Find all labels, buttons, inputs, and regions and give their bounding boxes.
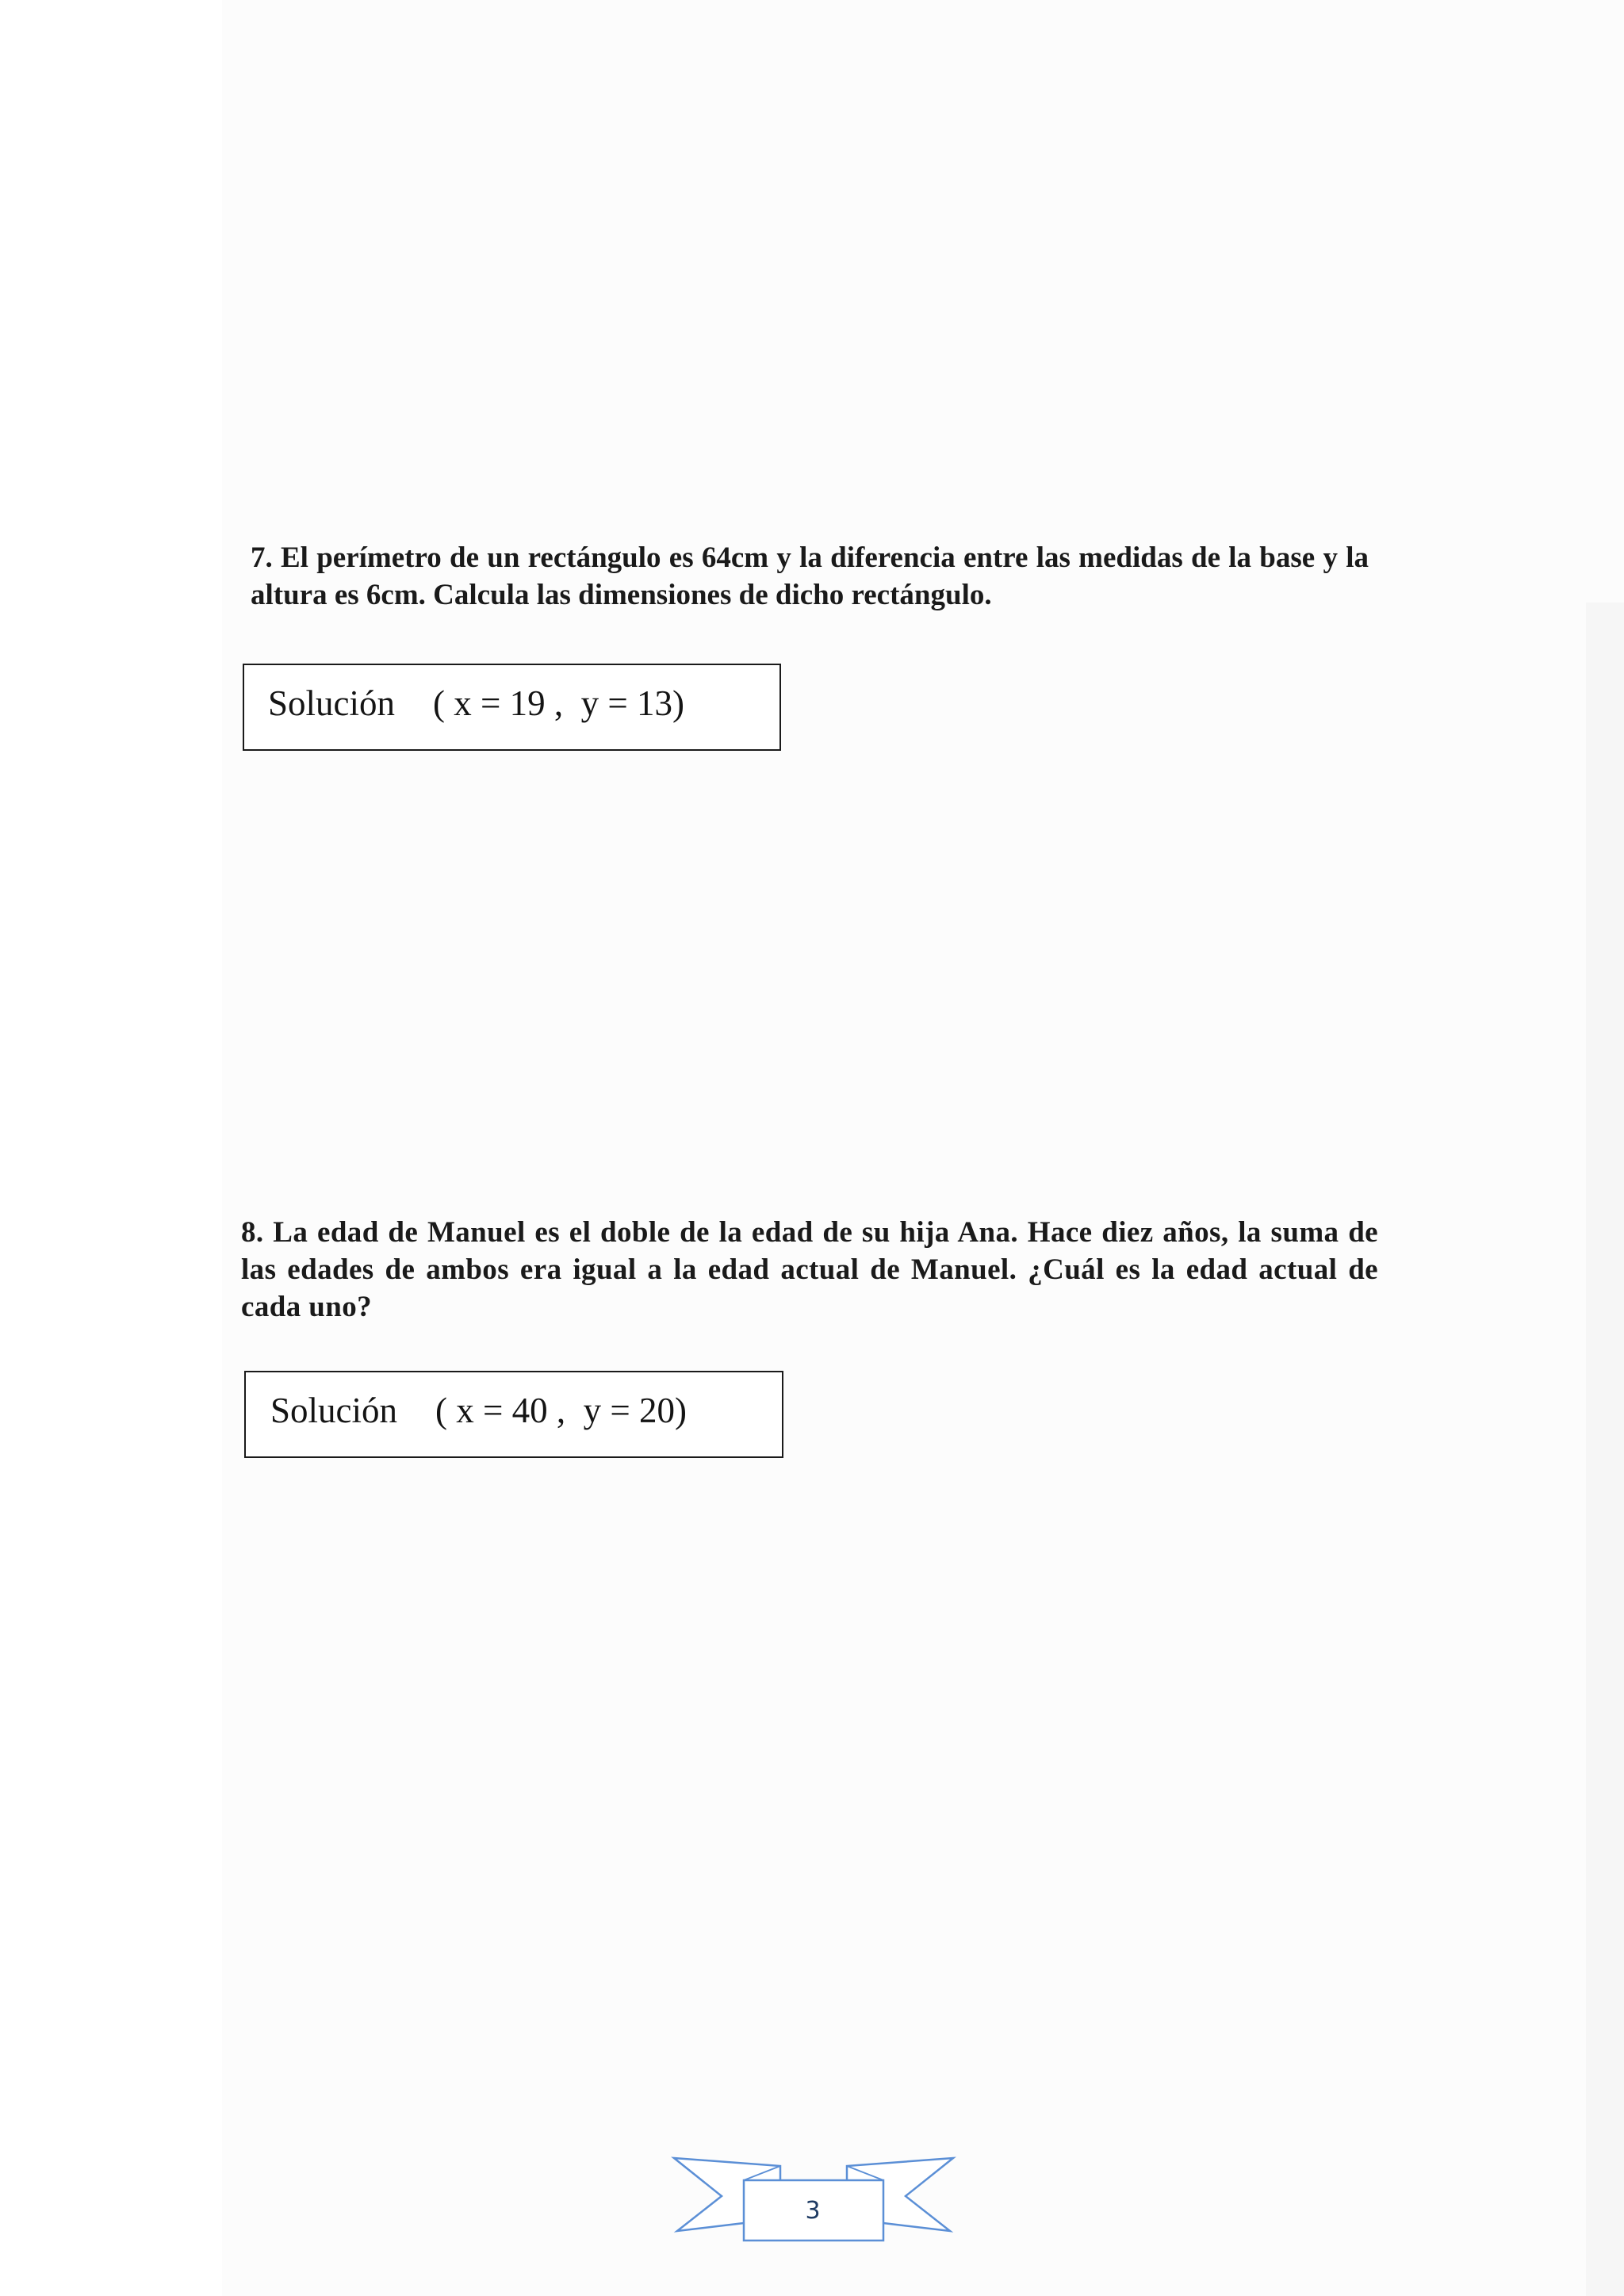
solution-value: ( x = 40 , y = 20) xyxy=(435,1391,687,1430)
exercise-8-solution-box xyxy=(244,1371,783,1458)
scanned-page-background xyxy=(222,0,1624,2296)
scanned-page-edge xyxy=(1586,603,1624,2296)
page-number: 3 xyxy=(805,2197,821,2225)
exercise-8-statement: 8. La edad de Manuel es el doble de la edad de su hija Ana. Hace diez años, la suma de las edades de ambos era igual a la edad actual de Manuel. ¿Cuál es la edad actual de cada uno? xyxy=(241,1216,1378,1323)
solution-label: Solución xyxy=(270,1391,398,1430)
solution-label: Solución xyxy=(268,683,396,723)
solution-value: ( x = 19 , y = 13) xyxy=(433,683,684,723)
exercise-7-statement: 7. El perímetro de un rectángulo es 64cm y la diferencia entre las medidas de la base y la altura es 6cm. Calcula las dimensiones de dicho rectángulo. xyxy=(251,541,1369,611)
exercise-7-solution-box xyxy=(243,664,781,751)
